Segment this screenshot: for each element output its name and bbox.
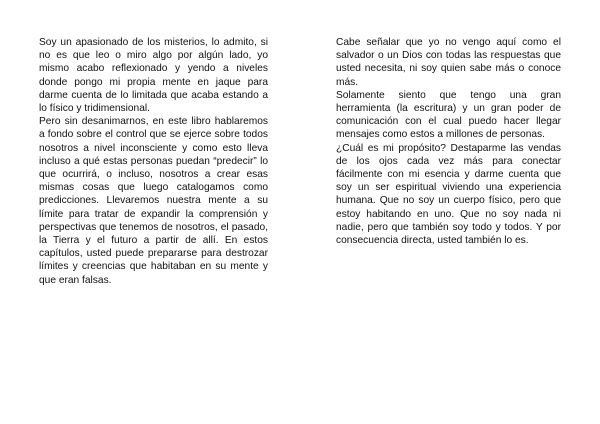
right-paragraph-2: Solamente siento que tengo una gran herramienta (la escritura) y un gran poder de comunicación con el cual puedo hacer llegar mensajes como estos a millones de personas.: [336, 89, 561, 141]
right-paragraph-1: Cabe señalar que yo no vengo aquí como el salvador o un Dios con todas las respuestas que usted necesita, ni soy quien sabe más o conoce más.: [336, 37, 561, 88]
left-page-text: [39, 36, 268, 287]
left-paragraph-2: Pero sin desanimarnos, en este libro hablaremos a fondo sobre el control que se ejerce sobre todos nosotros a nivel inconsciente y como esto lleva incluso a qué estas personas puedan “predecir” lo que ocurrirá, o incluso, nosotros a crear esas mismas cosas que luego catalogamos como predicciones. Llevaremos nuestra mente a su límite para tratar de expandir la comprensión y perspectivas que tenemos de nosotros, el pasado, la Tierra y el futuro a partir de allí. En estos capítulos, usted puede prepararse para destrozar límites y creencias que habitaban en su mente y que eran falsas.: [39, 116, 268, 286]
right-paragraph-3: ¿Cuál es mi propósito? Destaparme las vendas de los ojos cada vez más para conectar fácilmente con mi esencia y darme cuenta que soy un ser espiritual viviendo una experiencia humana. Que no soy un cuerpo físico, pero que estoy habitando en uno. Que no soy nada ni nadie, pero que también soy todo y todos. Y por consecuencia directa, usted también lo es.: [336, 142, 561, 247]
left-paragraph-1: Soy un apasionado de los misterios, lo admito, si no es que leo o miro algo por algún lado, yo mismo acabo reflexionado y yendo a niveles donde pongo mi propia mente en jaque para darme cuenta de lo limitada que acaba estando a lo físico y tridimensional.: [39, 37, 268, 115]
right-page-text: [336, 36, 561, 247]
